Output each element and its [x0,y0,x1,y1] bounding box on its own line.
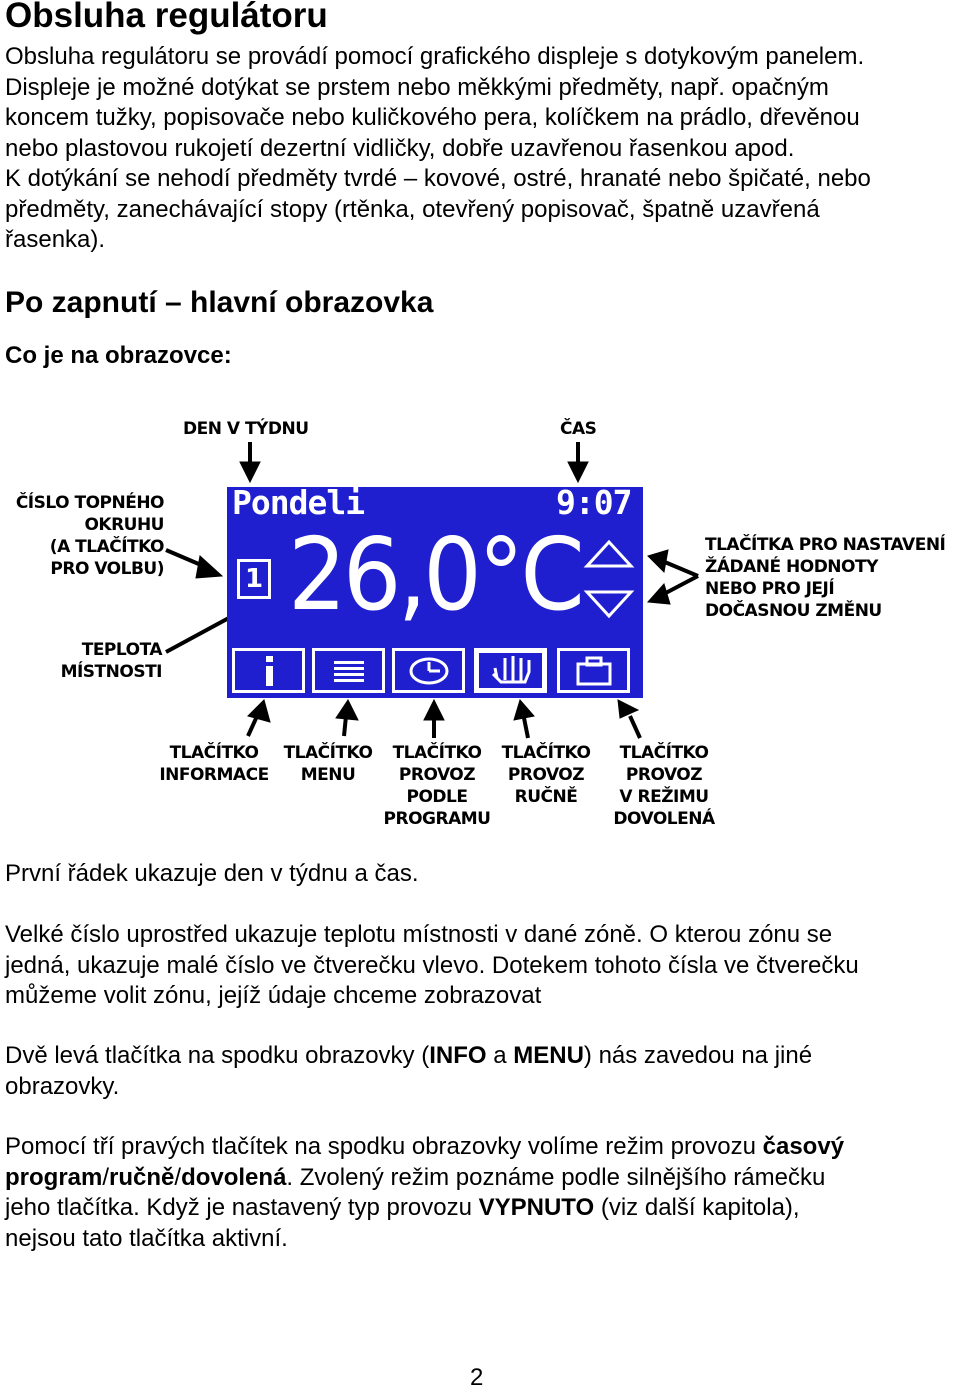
suitcase-icon [572,654,616,688]
label-manual-button: TLAČÍTKO PROVOZ RUČNĚ [501,743,591,807]
arrow-circuit [196,556,222,578]
text-line: jeho tlačítka. Když je nastavený typ provozu VYPNUTO (viz další kapitola), [5,1194,800,1221]
setpoint-arrows [583,540,639,620]
arrow-setpoint-up [648,550,668,572]
room-temperature: 26,0°C [288,516,582,633]
clock-icon [406,656,452,686]
menu-button[interactable] [312,648,385,693]
program-button[interactable] [392,648,465,693]
page-title: Obsluha regulátoru [5,0,328,35]
text-line: Velké číslo uprostřed ukazuje teplotu místnosti v dané zóně. O kterou zónu se [5,921,833,948]
intro-line: nebo plastovou rukojetí dezertní vidličky, dobře uzavřenou řasenkou apod. [5,134,795,162]
info-icon [259,654,279,688]
paragraph-modes [5,1132,955,1254]
paragraph-temperature [5,920,955,1012]
intro-line: Obsluha regulátoru se provádí pomocí grafického displeje s dotykovým panelem. [5,43,865,70]
hand-icon [487,654,535,688]
display-time: 9:07 [556,483,632,522]
subsection-title: Co je na obrazovce: [5,342,232,369]
label-program-button: TLAČÍTKO PROVOZ PODLE PROGRAMU [383,743,491,829]
label-menu-button: TLAČÍTKO MENU [283,743,373,785]
text-line: program/ručně/dovolená. Zvolený režim poznáme podle silnějšího rámečku [5,1163,826,1191]
paragraph-first-line: První řádek ukazuje den v týdnu a čas. [5,860,419,887]
intro-line: Displeje je možné dotýkat se prstem nebo měkkými předměty, např. opačným [5,73,829,101]
label-holiday-button: TLAČÍTKO PROVOZ V REŽIMU DOVOLENÁ [613,743,715,829]
label-setpoint-buttons: TLAČÍTKA PRO NASTAVENÍ ŽÁDANÉ HODNOTY NEBO PRO JEJÍ DOČASNOU ZMĚNU [705,535,946,621]
intro-line: řasenka). [5,226,106,253]
arrow-day [240,462,260,482]
zone-number-button[interactable]: 1 [237,559,271,599]
manual-button[interactable] [474,648,547,693]
intro-line: koncem tužky, popisovače nebo kuličkového pera, kolíčkem na prádlo, dřevěnou [5,104,860,131]
label-day-of-week: DEN V TÝDNU [183,419,309,439]
section-title: Po zapnutí – hlavní obrazovka [5,286,434,319]
intro-line: předměty, zanechávající stopy (rtěnka, otevřený popisovač, špatně uzavřená [5,195,820,223]
label-room-temperature: TEPLOTA MÍSTNOSTI [60,640,162,682]
setpoint-down-icon[interactable] [587,592,631,616]
label-time: ČAS [560,419,597,439]
label-circuit-number: ČÍSLO TOPNÉHO OKRUHU (A TLAČÍTKO PRO VOLBU) [15,493,164,579]
arrow-manual [514,700,534,720]
arrow-time [568,462,588,482]
arrow-setpoint-down [648,584,670,604]
text-line: obrazovky. [5,1072,120,1100]
text-line: jedná, ukazuje malé číslo ve čtverečku vlevo. Dotekem tohoto čísla ve čtverečku [5,951,859,979]
text-line: nejsou tato tlačítka aktivní. [5,1224,288,1252]
paragraph-info-menu [5,1041,955,1102]
text-line: Dvě levá tlačítka na spodku obrazovky (INFO a MENU) nás zavedou na jiné [5,1042,813,1069]
holiday-button[interactable] [557,648,630,693]
setpoint-up-icon[interactable] [587,542,631,566]
label-info-button: TLAČÍTKO INFORMACE [159,743,269,785]
info-button[interactable] [232,648,305,693]
arrow-holiday [618,700,638,718]
display-day: Pondeli [232,483,365,522]
page-number: 2 [470,1364,484,1391]
intro-line: K dotýkání se nehodí předměty tvrdé – kovové, ostré, hranaté nebo špičaté, nebo [5,165,871,192]
arrow-info [248,700,270,722]
menu-icon [331,656,367,686]
text-line: Pomocí tří pravých tlačítek na spodku obrazovky volíme režim provozu časový [5,1133,845,1160]
arrow-program [424,700,444,720]
text-line: můžeme volit zónu, jejíž údaje chceme zobrazovat [5,982,542,1009]
arrow-menu [336,700,358,720]
